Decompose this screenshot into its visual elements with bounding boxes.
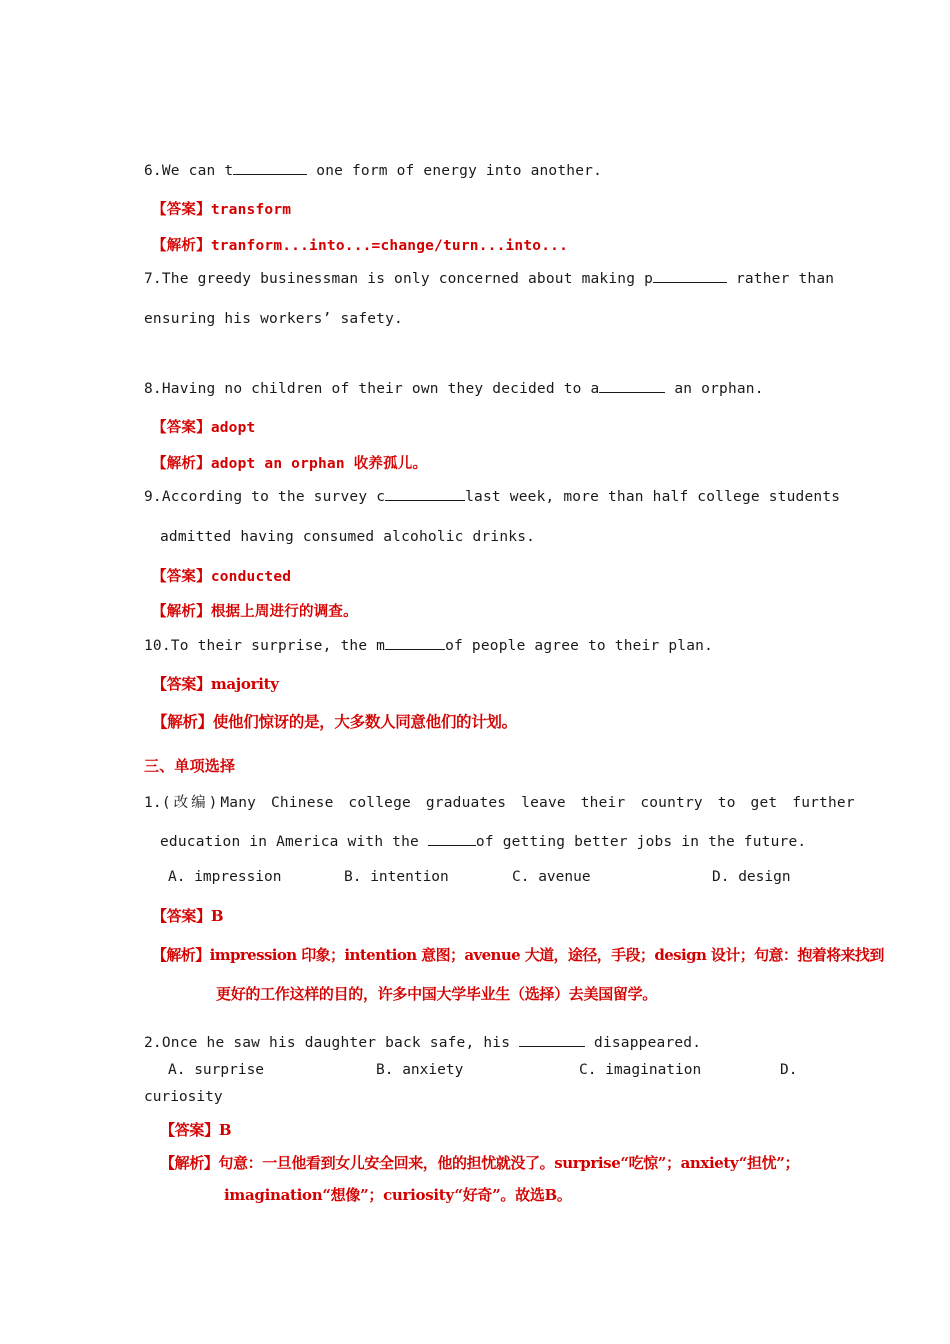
answer-label: 【答案】 <box>152 569 211 585</box>
answer-blank[interactable] <box>385 488 465 501</box>
answer-8 <box>152 416 255 437</box>
question-number: 1. <box>144 795 162 811</box>
option-b[interactable]: B. intention <box>344 869 449 885</box>
answer-label: 【答案】 <box>152 675 211 693</box>
question-text: one form of energy into another. <box>307 163 603 179</box>
analysis-label: 【解析】 <box>152 456 211 472</box>
question-7-line2: ensuring his workers’ safety. <box>144 311 403 327</box>
option-d[interactable]: D. design <box>712 869 791 885</box>
analysis-text: 使他们惊讶的是，大多数人同意他们的计划。 <box>212 712 517 731</box>
analysis-label: 【解析】 <box>152 238 211 254</box>
answer-value: conducted <box>210 569 292 585</box>
question-text: Having no children of their own they decided to a <box>161 381 600 397</box>
answer-value: B <box>218 1121 232 1139</box>
question-6 <box>144 162 602 179</box>
question-text: To their surprise, the m <box>170 638 386 654</box>
analysis-8 <box>152 452 427 473</box>
answer-value: transform <box>210 202 292 218</box>
option-c[interactable]: C. imagination <box>579 1062 702 1078</box>
analysis-text: impression 印象；intention 意图；avenue 大道，途径，手段；design 设计；句意：抱着将来找到 <box>209 946 884 964</box>
mc-analysis-2 <box>160 1152 799 1173</box>
analysis-label: 【解析】 <box>152 946 210 964</box>
answer-blank[interactable] <box>385 637 445 650</box>
analysis-label: 【解析】 <box>160 1154 219 1172</box>
analysis-text: 句意：一旦他看到女儿安全回来，他的担忧就没了。surprise“吃惊”；anxiety“担忧”； <box>218 1154 800 1172</box>
option-c[interactable]: C. avenue <box>512 869 591 885</box>
answer-blank[interactable] <box>653 270 727 283</box>
mc-analysis-2-line2: imagination“想像”；curiosity“好奇”。故选B。 <box>224 1186 572 1204</box>
answer-label: 【答案】 <box>152 202 211 218</box>
question-number: 9. <box>144 489 162 505</box>
option-b[interactable]: B. anxiety <box>376 1062 464 1078</box>
answer-blank[interactable] <box>519 1034 585 1047</box>
section-heading: 三、单项选择 <box>144 757 236 775</box>
mc-answer-2 <box>160 1119 231 1140</box>
answer-label: 【答案】 <box>160 1121 219 1139</box>
option-d-text[interactable]: curiosity <box>144 1089 223 1105</box>
answer-blank[interactable] <box>428 833 476 846</box>
answer-10 <box>152 673 279 694</box>
answer-blank[interactable] <box>233 162 307 175</box>
answer-6 <box>152 198 291 219</box>
answer-value: adopt <box>210 420 256 436</box>
analysis-text: adopt an orphan 收养孤儿。 <box>210 456 428 472</box>
analysis-label: 【解析】 <box>152 604 211 620</box>
analysis-text: 根据上周进行的调查。 <box>210 604 358 620</box>
question-text: last week, more than half college students <box>465 489 841 505</box>
question-10 <box>144 637 713 654</box>
question-text: rather than <box>727 271 835 287</box>
analysis-label: 【解析】 <box>152 712 213 731</box>
question-text: of people agree to their plan. <box>445 638 714 654</box>
answer-value: B <box>210 907 224 925</box>
analysis-text: tranform...into...=change/turn...into... <box>210 238 569 254</box>
answer-9 <box>152 565 291 586</box>
option-d[interactable]: D. <box>780 1062 798 1078</box>
answer-label: 【答案】 <box>152 907 211 925</box>
option-a[interactable]: A. impression <box>168 869 282 885</box>
mc-answer-1 <box>152 905 223 926</box>
question-text: Many Chinese college graduates leave their country to get further <box>220 795 855 811</box>
question-7 <box>144 270 834 287</box>
question-9 <box>144 488 840 505</box>
answer-label: 【答案】 <box>152 420 211 436</box>
question-text: Once he saw his daughter back safe, his <box>161 1035 520 1051</box>
question-number: 7. <box>144 271 162 287</box>
mc-analysis-1 <box>152 944 884 965</box>
question-9-line2: admitted having consumed alcoholic drinks. <box>160 529 536 545</box>
question-prefix: (改编) <box>161 795 221 811</box>
analysis-9 <box>152 600 358 621</box>
mc-question-1 <box>144 791 855 812</box>
question-text: According to the survey c <box>161 489 386 505</box>
answer-blank[interactable] <box>599 380 665 393</box>
analysis-6 <box>152 234 568 255</box>
question-text: disappeared. <box>585 1035 702 1051</box>
question-text: The greedy businessman is only concerned about making p <box>161 271 654 287</box>
mc-question-1-line2 <box>160 833 806 850</box>
question-text: education in America with the <box>160 834 428 850</box>
answer-value: majority <box>210 675 279 693</box>
option-a[interactable]: A. surprise <box>168 1062 265 1078</box>
question-text: We can t <box>161 163 234 179</box>
question-number: 2. <box>144 1035 162 1051</box>
question-text: an orphan. <box>665 381 764 397</box>
question-text: of getting better jobs in the future. <box>475 834 807 850</box>
question-number: 6. <box>144 163 162 179</box>
question-number: 10. <box>144 638 171 654</box>
mc-analysis-1-line2: 更好的工作这样的目的，许多中国大学毕业生（选择）去美国留学。 <box>216 985 658 1003</box>
question-8 <box>144 380 764 397</box>
analysis-10 <box>152 710 517 732</box>
question-number: 8. <box>144 381 162 397</box>
mc-question-2 <box>144 1034 701 1051</box>
